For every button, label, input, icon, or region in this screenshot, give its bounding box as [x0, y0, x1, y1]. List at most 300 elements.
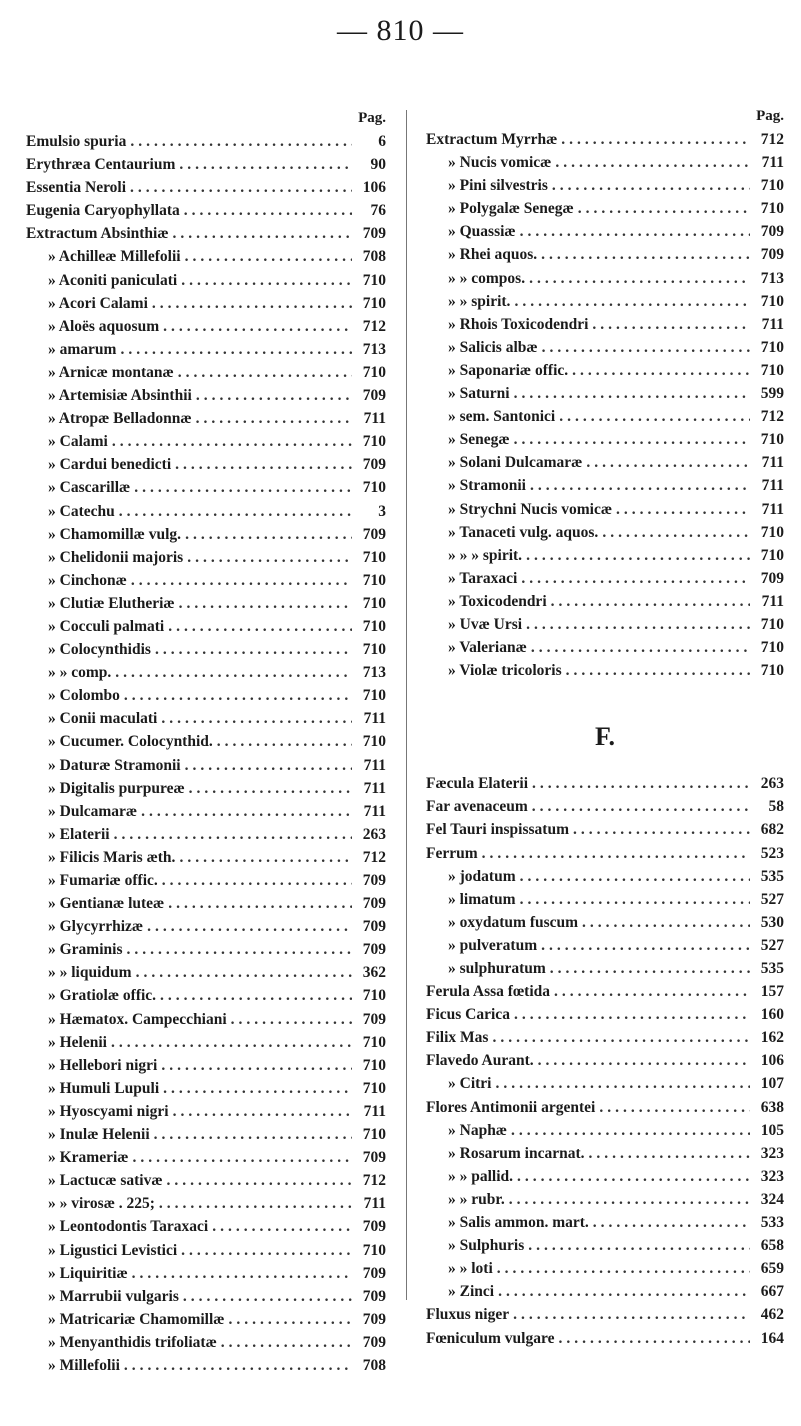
leader-dots: [181, 269, 352, 292]
entry-page-number: 710: [760, 431, 784, 449]
entry-label: » Polygalæ Senegæ: [448, 200, 574, 218]
entry-label: » pulveratum: [448, 936, 538, 954]
leader-dots: [558, 1327, 750, 1350]
index-entry: [26, 1123, 386, 1146]
leader-dots: [181, 1239, 352, 1262]
entry-label: » Krameriæ: [48, 1149, 129, 1167]
entry-page-number: 711: [363, 710, 386, 728]
index-entry: [26, 938, 386, 961]
index-entry: [26, 269, 386, 292]
entry-label: » Chamomillæ vulg.: [48, 525, 182, 543]
leader-dots: [111, 1031, 352, 1054]
entry-label: » Marrubii vulgaris: [48, 1287, 179, 1305]
index-column-right: [426, 106, 784, 1350]
leader-dots: [124, 684, 352, 707]
entry-label: » Ligustici Levistici: [48, 1241, 178, 1259]
entry-page-number: 709: [362, 525, 386, 543]
index-entry: [26, 1169, 386, 1192]
entry-page-number: 710: [760, 177, 784, 195]
leader-dots: [229, 1308, 353, 1331]
index-entry: [26, 1262, 386, 1285]
entry-label: » Hyoscyami nigri: [48, 1102, 169, 1120]
leader-dots: [161, 1054, 352, 1077]
entry-label: » Daturæ Stramonii: [48, 756, 181, 774]
index-entry: [426, 1211, 784, 1234]
index-entry: [26, 453, 386, 476]
entry-label: » Cinchonæ: [48, 571, 127, 589]
leader-dots: [495, 1072, 750, 1095]
entry-label: » Rhois Toxicodendri: [448, 315, 589, 333]
entry-page-number: 709: [362, 941, 386, 959]
leader-dots: [168, 615, 352, 638]
leader-dots: [185, 754, 352, 777]
leader-dots: [521, 567, 750, 590]
entry-page-number: 659: [760, 1260, 784, 1278]
leader-dots: [561, 128, 750, 151]
entry-page-number: 709: [362, 225, 386, 243]
entry-page-number: 709: [362, 1218, 386, 1236]
entry-label: » Elaterii: [48, 825, 110, 843]
entry-page-number: 711: [761, 454, 784, 472]
entry-page-number: 712: [362, 1172, 386, 1190]
index-entry: [426, 1003, 784, 1026]
entry-label: » Glycyrrhizæ: [48, 918, 144, 936]
entry-page-number: 710: [362, 1033, 386, 1051]
entry-page-number: 710: [760, 546, 784, 564]
leader-dots: [513, 1303, 750, 1326]
entry-page-number: 323: [760, 1167, 784, 1185]
entry-page-number: 712: [760, 131, 784, 148]
leader-dots: [497, 1257, 750, 1280]
index-entry: [26, 361, 386, 384]
index-entry: [426, 957, 784, 980]
index-entry: [426, 659, 784, 682]
index-entry: [26, 915, 386, 938]
entry-page-number: 712: [362, 848, 386, 866]
leader-dots: [183, 1285, 352, 1308]
entry-page-number: 527: [760, 890, 784, 908]
leader-dots: [141, 800, 352, 823]
entry-page-number: 710: [362, 363, 386, 381]
leader-dots: [509, 1188, 750, 1211]
entry-page-number: 711: [761, 592, 784, 610]
index-entry: [26, 315, 386, 338]
entry-page-number: 710: [362, 571, 386, 589]
entry-label: » Hellebori nigri: [48, 1056, 158, 1074]
index-entry: [26, 245, 386, 268]
entry-page-number: 711: [363, 779, 386, 797]
index-entry: [26, 500, 386, 523]
leader-dots: [131, 569, 352, 592]
entry-page-number: 58: [768, 798, 784, 816]
index-entry: [426, 243, 784, 266]
index-entry: [26, 638, 386, 661]
leader-dots: [127, 938, 353, 961]
index-entry: [426, 1142, 784, 1165]
leader-dots: [578, 197, 750, 220]
leader-dots: [175, 453, 352, 476]
entry-label: » Catechu: [48, 502, 115, 520]
leader-dots: [163, 1077, 352, 1100]
entry-page-number: 710: [760, 523, 784, 541]
leader-dots: [178, 361, 352, 384]
entry-page-number: 709: [362, 1310, 386, 1328]
entry-page-number: 362: [362, 964, 386, 982]
entry-page-number: 157: [760, 983, 784, 1001]
section-letter: F.: [595, 722, 615, 752]
entry-label: » » pallid.: [448, 1167, 514, 1185]
entry-label: » Graminis: [48, 941, 123, 959]
entry-label: Flores Antimonii argentei: [426, 1098, 596, 1116]
leader-dots: [154, 1123, 352, 1146]
entry-label: » Liquiritiæ: [48, 1264, 128, 1282]
entry-label: » » compos.: [448, 269, 526, 287]
index-entry: [426, 1165, 784, 1188]
entry-page-number: 599: [760, 385, 784, 403]
leader-dots: [155, 638, 352, 661]
entry-label: » Violæ tricoloris: [448, 662, 562, 680]
index-entry: [26, 130, 386, 153]
index-entry: [426, 1072, 784, 1095]
entry-page-number: 323: [760, 1144, 784, 1162]
index-entry: [426, 1188, 784, 1211]
entry-page-number: 164: [760, 1329, 784, 1347]
entry-page-number: 667: [760, 1283, 784, 1301]
leader-dots: [189, 777, 352, 800]
leader-dots: [196, 407, 352, 430]
entry-label: » Gentianæ luteæ: [48, 895, 165, 913]
entry-page-number: 710: [362, 687, 386, 705]
entry-page-number: 106: [760, 1052, 784, 1070]
entry-label: » Colocynthidis: [48, 641, 151, 659]
entry-label: » Achilleæ Millefolii: [48, 248, 181, 266]
index-entry: [426, 313, 784, 336]
index-entry: [26, 1146, 386, 1169]
index-entry: [426, 1234, 784, 1257]
entry-label: » Hæmatox. Campecchiani: [48, 1010, 227, 1028]
index-entry: [426, 590, 784, 613]
entry-page-number: 711: [363, 410, 386, 428]
entry-label: Essentia Neroli: [26, 179, 127, 197]
entry-page-number: 710: [362, 987, 386, 1005]
leader-dots: [530, 474, 750, 497]
leader-dots: [520, 220, 750, 243]
entry-label: Fel Tauri inspissatum: [426, 821, 569, 839]
index-entry: [426, 1096, 784, 1119]
leader-dots: [551, 590, 750, 613]
index-entry: [26, 1192, 386, 1215]
index-entry: [26, 1077, 386, 1100]
entry-page-number: 709: [760, 223, 784, 241]
entry-label: » Valerianæ: [448, 639, 527, 657]
entry-page-number: 711: [363, 1195, 386, 1213]
index-entry: [426, 1303, 784, 1326]
entry-label: » Tanaceti vulg. aquos.: [448, 523, 599, 541]
index-entry: [26, 846, 386, 869]
entry-page-number: 324: [760, 1190, 784, 1208]
index-entry: [426, 428, 784, 451]
index-entry: [26, 777, 386, 800]
index-entry: [426, 842, 784, 865]
entry-label: » jodatum: [448, 867, 516, 885]
entry-page-number: 710: [760, 361, 784, 379]
entry-label: Erythræa Centaurium: [26, 156, 176, 174]
index-entry: [426, 1257, 784, 1280]
entry-list: [426, 128, 784, 682]
leader-dots: [520, 888, 750, 911]
entry-page-number: 711: [761, 315, 784, 333]
entry-label: Fœniculum vulgare: [426, 1329, 555, 1347]
entry-label: » Cocculi palmati: [48, 617, 165, 635]
entry-label: » sem. Santonici: [448, 408, 556, 426]
entry-page-number: 523: [760, 844, 784, 862]
leader-dots: [593, 1211, 750, 1234]
entry-page-number: 710: [362, 617, 386, 635]
leader-dots: [616, 498, 750, 521]
index-entry: [426, 888, 784, 911]
entry-label: Fluxus niger: [426, 1306, 510, 1324]
entry-label: » limatum: [448, 890, 516, 908]
entry-page-number: 710: [760, 292, 784, 310]
entry-label: Ferrum: [426, 844, 478, 862]
entry-page-number: 658: [760, 1237, 784, 1255]
entry-page-number: 711: [363, 756, 386, 774]
index-entry: [26, 707, 386, 730]
index-entry: [26, 1031, 386, 1054]
entry-label: » Chelidonii majoris: [48, 548, 184, 566]
entry-page-number: 709: [362, 1333, 386, 1351]
leader-dots: [160, 984, 352, 1007]
index-entry: [426, 613, 784, 636]
entry-label: » Acori Calami: [48, 294, 148, 312]
leader-dots: [498, 1280, 750, 1303]
leader-dots: [147, 915, 352, 938]
index-entry: [26, 407, 386, 430]
entry-label: » Menyanthidis trifoliatæ: [48, 1333, 217, 1351]
entry-label: » » comp.: [48, 664, 112, 682]
entry-label: Fæcula Elaterii: [426, 775, 529, 793]
leader-dots: [130, 130, 352, 153]
index-entry: [26, 869, 386, 892]
index-entry: [26, 754, 386, 777]
entry-label: » Naphæ: [448, 1121, 508, 1139]
index-entry: [26, 546, 386, 569]
leader-dots: [517, 1165, 750, 1188]
entry-page-number: 533: [760, 1214, 784, 1232]
entry-page-number: 713: [760, 269, 784, 287]
entry-page-number: 709: [362, 456, 386, 474]
entry-page-number: 263: [760, 775, 784, 793]
index-entry: [426, 980, 784, 1003]
leader-dots: [196, 384, 352, 407]
entry-page-number: 710: [760, 662, 784, 680]
entry-page-number: 710: [362, 1056, 386, 1074]
entry-label: » Cardui benedicti: [48, 456, 172, 474]
entry-label: » Filicis Maris æth.: [48, 848, 176, 866]
entry-label: » » » spirit.: [448, 546, 523, 564]
entry-label: » amarum: [48, 340, 117, 358]
entry-label: » Stramonii: [448, 477, 526, 495]
leader-dots: [161, 707, 352, 730]
entry-page-number: 535: [760, 867, 784, 885]
leader-dots: [120, 338, 352, 361]
entry-page-number: 711: [363, 802, 386, 820]
entry-label: » » liquidum: [48, 964, 132, 982]
index-entry: [26, 176, 386, 199]
entry-label: » Cascarillæ: [48, 479, 131, 497]
index-entry: [26, 800, 386, 823]
index-entry: [426, 544, 784, 567]
entry-label: » Cucumer. Colocynthid.: [48, 733, 213, 751]
leader-dots: [573, 818, 750, 841]
entry-page-number: 638: [760, 1098, 784, 1116]
leader-dots: [559, 405, 750, 428]
entry-list: [26, 130, 386, 1377]
entry-page-number: 535: [760, 960, 784, 977]
leader-dots: [528, 1234, 750, 1257]
index-entry: [426, 1327, 784, 1350]
leader-dots: [514, 382, 750, 405]
entry-page-number: 105: [760, 1121, 784, 1139]
leader-dots: [592, 313, 750, 336]
index-entry: [26, 338, 386, 361]
leader-dots: [552, 174, 750, 197]
entry-page-number: 708: [362, 248, 386, 266]
entry-label: » Sulphuris: [448, 1237, 525, 1255]
entry-page-number: 710: [362, 294, 386, 312]
index-entry: [426, 290, 784, 313]
index-entry: [26, 569, 386, 592]
index-entry: [26, 1239, 386, 1262]
entry-label: Ferula Assa fœtida: [426, 983, 550, 1001]
index-entry: [26, 661, 386, 684]
index-entry: [426, 267, 784, 290]
index-entry: [26, 615, 386, 638]
index-entry: [426, 818, 784, 841]
entry-page-number: 530: [760, 913, 784, 931]
entry-label: » Artemisiæ Absinthii: [48, 387, 192, 405]
leader-dots: [179, 153, 352, 176]
index-entry: [26, 523, 386, 546]
index-entry: [26, 961, 386, 984]
leader-dots: [541, 243, 750, 266]
entry-label: » » rubr.: [448, 1190, 505, 1208]
entry-label: Far avenaceum: [426, 798, 528, 816]
entry-label: » Salicis albæ: [448, 338, 538, 356]
index-entry: [426, 128, 784, 151]
entry-page-number: 711: [363, 1102, 386, 1120]
entry-label: » Quassiæ: [448, 223, 516, 241]
leader-dots: [532, 772, 750, 795]
index-entry: [26, 1285, 386, 1308]
entry-label: » Saponariæ offic.: [448, 361, 569, 379]
leader-dots: [152, 292, 352, 315]
leader-dots: [187, 546, 352, 569]
leader-dots: [482, 842, 750, 865]
entry-page-number: 710: [362, 479, 386, 497]
entry-page-number: 709: [362, 1010, 386, 1028]
index-entry: [26, 823, 386, 846]
entry-label: » » spirit.: [448, 292, 511, 310]
leader-dots: [514, 290, 750, 313]
entry-label: » Calami: [48, 433, 108, 451]
index-entry: [26, 430, 386, 453]
leader-dots: [542, 336, 750, 359]
entry-page-number: 3: [378, 502, 386, 520]
leader-dots: [212, 1215, 352, 1238]
entry-page-number: 709: [760, 246, 784, 264]
leader-dots: [532, 795, 750, 818]
entry-label: » Digitalis purpureæ: [48, 779, 185, 797]
leader-dots: [185, 523, 352, 546]
index-entry: [26, 1331, 386, 1354]
index-entry: [426, 359, 784, 382]
leader-dots: [217, 730, 352, 753]
index-entry: [426, 1026, 784, 1049]
entry-page-number: 107: [760, 1075, 784, 1093]
entry-label: » Leontodontis Taraxaci: [48, 1218, 209, 1236]
leader-dots: [132, 1146, 352, 1169]
entry-page-number: 710: [760, 338, 784, 356]
index-entry: [26, 592, 386, 615]
entry-label: Eugenia Caryophyllata: [26, 202, 180, 220]
leader-dots: [179, 846, 352, 869]
entry-label: » Millefolii: [48, 1356, 120, 1374]
entry-label: Extractum Myrrhæ: [426, 131, 558, 148]
index-entry: [26, 476, 386, 499]
entry-label: » » virosæ . 225;: [48, 1195, 155, 1213]
index-entry: [426, 772, 784, 795]
index-entry: [426, 151, 784, 174]
index-entry: [26, 984, 386, 1007]
leader-dots: [184, 199, 352, 222]
leader-dots: [531, 636, 750, 659]
entry-label: » Citri: [448, 1075, 492, 1093]
entry-label: Emulsio spuria: [26, 133, 127, 150]
entry-page-number: 462: [760, 1306, 784, 1324]
leader-dots: [586, 451, 750, 474]
entry-page-number: 709: [362, 1149, 386, 1167]
page-number: — 810 —: [337, 14, 464, 47]
leader-dots: [124, 1354, 352, 1377]
index-entry: [26, 1308, 386, 1331]
entry-page-number: 710: [362, 1241, 386, 1259]
entry-page-number: 710: [760, 639, 784, 657]
entry-label: » Colombo: [48, 687, 120, 705]
index-entry: [426, 174, 784, 197]
leader-dots: [167, 1169, 352, 1192]
index-entry: [26, 384, 386, 407]
entry-label: » Aconiti paniculati: [48, 271, 178, 289]
leader-dots: [520, 865, 750, 888]
index-entry: [426, 451, 784, 474]
pag-label: Pag.: [358, 110, 386, 126]
entry-page-number: 708: [362, 1356, 386, 1374]
leader-dots: [163, 315, 352, 338]
leader-dots: [588, 1142, 750, 1165]
entry-page-number: 712: [760, 408, 784, 426]
leader-dots: [114, 823, 352, 846]
leader-dots: [599, 1096, 750, 1119]
leader-dots: [168, 892, 352, 915]
index-entry: [26, 292, 386, 315]
entry-page-number: 710: [760, 615, 784, 633]
entry-label: » Atropæ Belladonnæ: [48, 410, 192, 428]
index-entry: [426, 382, 784, 405]
leader-dots: [526, 544, 750, 567]
entry-label: » Nucis vomicæ: [448, 154, 552, 172]
entry-label: Filix Mas: [426, 1029, 489, 1047]
